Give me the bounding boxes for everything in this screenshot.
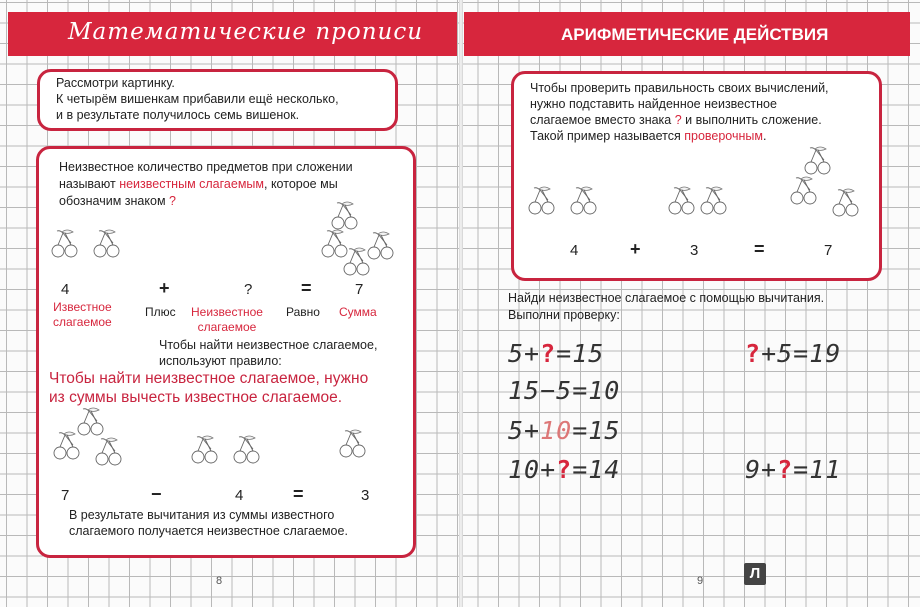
term-unknown-addend: неизвестным слагаемым [119,177,264,191]
expr-unknown: ? [244,281,253,298]
question-mark: ? [169,194,176,208]
left-header-title: Математические прописи [68,19,424,45]
question-mark: ? [674,113,682,127]
exercise-4 [745,456,841,484]
check-text-line: нужно подставить найденное неизвестное [530,97,777,111]
text-part: обозначим знаком [59,194,170,208]
term-check-example: проверочным [684,129,763,143]
right-header-title: АРИФМЕТИЧЕСКИЕ ДЕЙСТВИЯ [561,25,829,44]
eq-part: =15 [572,416,621,445]
question-mark: ? [745,339,762,368]
cherry-pair-icon [339,429,375,461]
rule-line: Чтобы найти неизвестное слагаемое, нужно [49,370,369,387]
left-page-number: 8 [216,575,223,587]
text-part: , которое мы [264,177,338,191]
outro-line: слагаемого получается неизвестное слагаемое. [69,524,348,538]
label-unknown-addend [191,305,263,335]
eq-part: 10+ [508,455,557,484]
label-plus: Плюс [145,305,176,319]
exercise-1-solution: 15−5=10 [508,376,621,405]
exercise-3 [508,456,620,484]
intro-line: Рассмотри картинку. [56,76,175,90]
rule-box [36,146,416,558]
expr-equals: = [301,278,312,298]
expr-sum: 7 [355,281,364,298]
cherry-pair-icon [367,231,399,263]
expr2-result: 3 [361,487,370,504]
check-box [511,71,882,281]
check-expr-plus: + [630,239,641,259]
rule-intro-line: используют правило: [159,354,282,368]
rule-text-line: Неизвестное количество предметов при сложении [59,160,353,174]
eq-part: =11 [793,455,842,484]
right-header [464,12,910,56]
expr-plus: + [159,278,170,298]
cherry-pair-icon [95,437,127,469]
intro-box [37,69,398,131]
text-part: и выполнить сложение. [681,113,822,127]
check-text-line: Чтобы проверить правильность своих вычислений, [530,81,829,95]
outro-line: В результате вычитания из суммы известного [69,508,335,522]
check-expr-a: 4 [570,242,579,259]
eq-part: =15 [556,339,605,368]
right-page-number: 9 [697,575,704,587]
cherry-pair-icon [668,186,700,218]
cherry-pair-icon [53,431,85,463]
eq-part: =14 [572,455,621,484]
task-line: Найди неизвестное слагаемое с помощью вычитания. [508,291,825,305]
exercise-1-check [508,417,620,445]
cherry-pair-icon [832,188,864,220]
eq-part: 5+ [508,339,541,368]
found-addend: 10 [540,416,573,445]
text-part: называют [59,177,120,191]
label-line: Известное [53,300,112,314]
intro-line: К четырём вишенкам прибавили ещё несколько, [56,92,339,106]
cherry-pair-icon [570,186,602,218]
cherry-pair-icon [191,435,223,467]
cherry-pair-icon [528,186,560,218]
label-line: слагаемое [197,320,257,334]
cherry-pair-icon [804,146,836,178]
expr2-known: 4 [235,487,244,504]
rule-intro-line: Чтобы найти неизвестное слагаемое, [159,338,378,352]
label-line: слагаемое [53,315,112,329]
expr2-equals: = [293,484,304,504]
book-spine [459,0,463,607]
check-expr-equals: = [754,239,765,259]
check-text-line [530,128,766,144]
rule-text-line [59,176,338,192]
rule-text-line [59,193,176,209]
check-expr-sum: 7 [824,242,833,259]
check-expr-b: 3 [690,242,699,259]
expr-known: 4 [61,281,70,298]
label-equals: Равно [286,305,320,319]
text-part: . [762,129,767,143]
text-part: Такой пример называется [530,129,685,143]
question-mark: ? [777,455,794,484]
exercise-2 [745,340,841,368]
check-text-line [530,112,822,128]
cherry-pair-icon [93,229,125,261]
label-sum: Сумма [339,305,377,319]
exercise-1 [508,340,604,368]
cherry-pair-icon [233,435,265,467]
eq-part: 9+ [745,455,778,484]
cherry-pair-icon [790,176,822,208]
task-line: Выполни проверку: [508,308,620,322]
publisher-logo: Л [744,563,766,585]
cherry-pair-icon [51,229,83,261]
question-mark: ? [556,455,573,484]
left-header [8,12,457,56]
question-mark: ? [540,339,557,368]
expr2-sum: 7 [61,487,70,504]
rule-line: из суммы вычесть известное слагаемое. [49,389,343,406]
eq-part: +5=19 [761,339,842,368]
expr2-minus: − [151,484,162,504]
cherry-pair-icon [700,186,732,218]
intro-line: и в результате получилось семь вишенок. [56,108,300,122]
text-part: слагаемое вместо знака [530,113,675,127]
label-line: Неизвестное [191,305,263,319]
label-known-addend [53,300,112,330]
eq-part: 5+ [508,416,541,445]
